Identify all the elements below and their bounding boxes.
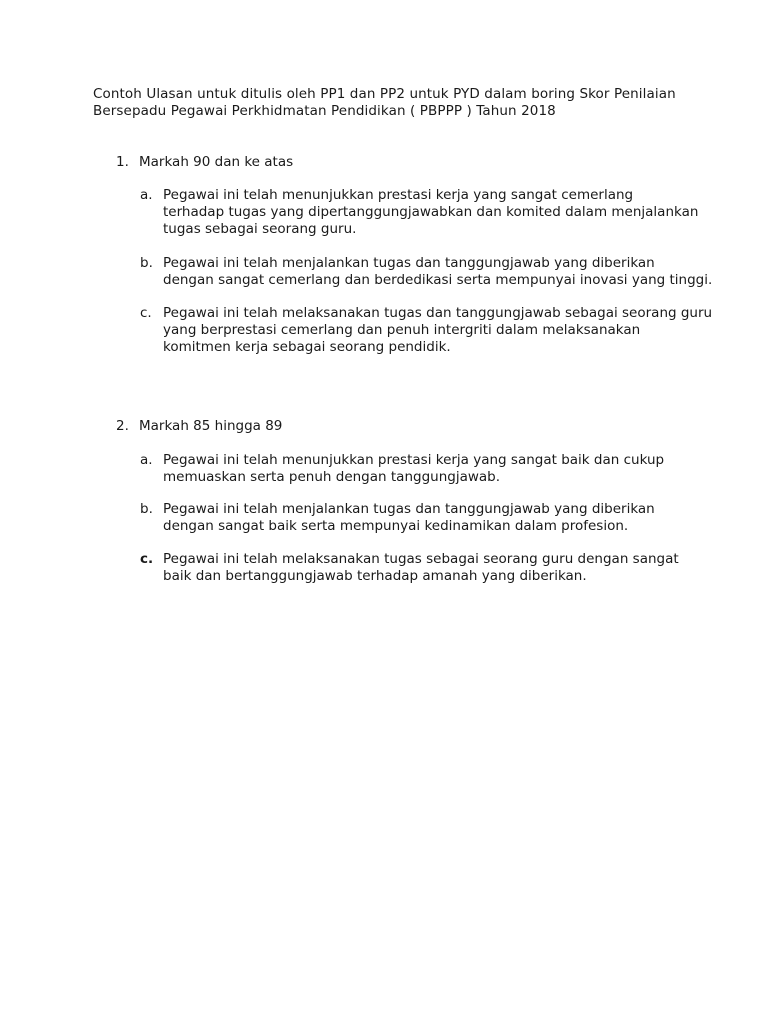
section-2-item-a (140, 452, 664, 486)
item-letter: a. (140, 187, 153, 203)
item-line: Pegawai ini telah menjalankan tugas dan tanggungjawab yang diberikan (163, 255, 655, 271)
section-1-item-a (140, 187, 698, 238)
item-line: tugas sebagai seorang guru. (163, 221, 357, 237)
section-2-item-c (140, 551, 679, 585)
item-line: Pegawai ini telah melaksanakan tugas sebagai seorang guru dengan sangat (163, 551, 679, 567)
section-2-title: Markah 85 hingga 89 (139, 418, 283, 434)
item-letter: c. (140, 551, 154, 567)
section-1-number: 1. (116, 154, 129, 170)
intro-line-1: Contoh Ulasan untuk ditulis oleh PP1 dan PP2 untuk PYD dalam boring Skor Penilaian (93, 86, 676, 102)
section-1-heading (116, 154, 293, 171)
item-letter: b. (140, 501, 153, 517)
item-line: Pegawai ini telah menjalankan tugas dan tanggungjawab yang diberikan (163, 501, 655, 517)
section-1-title: Markah 90 dan ke atas (139, 154, 294, 170)
item-line: dengan sangat cemerlang dan berdedikasi serta mempunyai inovasi yang tinggi. (163, 272, 713, 288)
item-line: Pegawai ini telah menunjukkan prestasi kerja yang sangat cemerlang (163, 187, 634, 203)
section-2-item-b (140, 501, 655, 535)
item-line: komitmen kerja sebagai seorang pendidik. (163, 339, 451, 355)
item-line: Pegawai ini telah melaksanakan tugas dan tanggungjawab sebagai seorang guru (163, 305, 713, 321)
item-letter: b. (140, 255, 153, 271)
item-line: baik dan bertanggungjawab terhadap amanah yang diberikan. (163, 568, 587, 584)
section-1-item-b (140, 255, 712, 289)
section-2-number: 2. (116, 418, 129, 434)
item-letter: a. (140, 452, 153, 468)
section-1-item-c (140, 305, 712, 356)
item-line: dengan sangat baik serta mempunyai kedinamikan dalam profesion. (163, 518, 629, 534)
intro-paragraph (93, 86, 693, 120)
item-line: Pegawai ini telah menunjukkan prestasi kerja yang sangat baik dan cukup (163, 452, 665, 468)
item-letter: c. (140, 305, 152, 321)
intro-line-2: Bersepadu Pegawai Perkhidmatan Pendidikan ( PBPPP ) Tahun 2018 (93, 103, 556, 119)
item-line: memuaskan serta penuh dengan tanggungjawab. (163, 469, 501, 485)
item-line: yang berprestasi cemerlang dan penuh intergriti dalam melaksanakan (163, 322, 641, 338)
item-line: terhadap tugas yang dipertanggungjawabkan dan komited dalam menjalankan (163, 204, 699, 220)
section-2-heading (116, 418, 282, 435)
